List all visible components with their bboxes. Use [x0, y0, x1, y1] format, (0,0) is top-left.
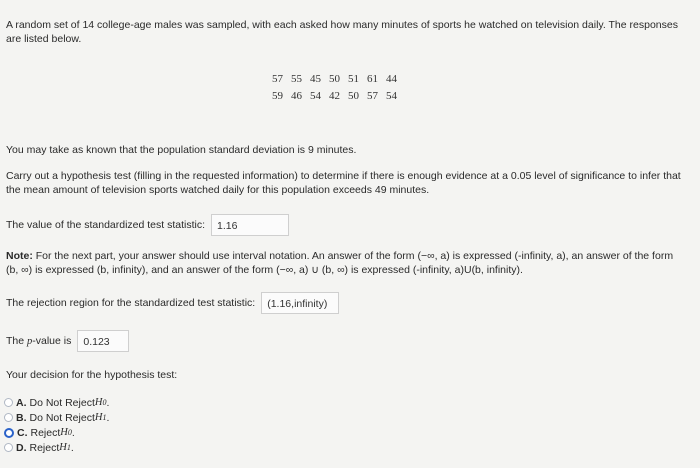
option-subscript: 1 — [66, 443, 71, 452]
option-letter: A. — [16, 396, 27, 409]
test-stat-label: The value of the standardized test statistic: — [6, 219, 206, 231]
option-text: Do Not Reject — [29, 396, 95, 409]
option-symbol: H — [94, 397, 103, 408]
option-text: Reject — [30, 426, 61, 439]
pvalue-label: The p-value is — [6, 335, 72, 347]
rejection-label: The rejection region for the standardized test statistic: — [6, 297, 256, 309]
note-text: For the next part, your answer should use interval notation. An answer of the form (−∞, a) is expressed (-infinity, a), an answer of the form (b, ∞) is expressed (b, infinity), and an answer of the form (−∞, a) ∪ (b, ∞) is expressed (-infinity, a)U(b, infinity). — [6, 250, 674, 276]
data-cell: 59 — [272, 89, 283, 102]
data-cell: 57 — [367, 89, 378, 102]
pvalue-input[interactable]: 0.123 — [77, 330, 129, 352]
interval-note — [6, 249, 686, 277]
rejection-input[interactable]: (1.16,infinity) — [261, 292, 339, 314]
decision-options — [4, 395, 109, 455]
option-text: Do Not Reject — [29, 411, 95, 424]
data-cell: 46 — [291, 89, 302, 102]
test-stat-row — [6, 214, 289, 236]
option-symbol: H — [59, 442, 67, 453]
data-cell: 51 — [348, 72, 359, 85]
data-cell: 57 — [272, 72, 283, 85]
data-row — [268, 70, 401, 87]
data-cell: 54 — [386, 89, 397, 102]
option-a[interactable] — [4, 395, 109, 410]
option-subscript: 1 — [102, 413, 107, 422]
option-d[interactable] — [4, 440, 109, 455]
instructions: Carry out a hypothesis test (filling in the requested information) to determine if there is enough evidence at a 0.05 level of significance to infer that the mean amount of television sports watched daily for this population exceeds 49 minutes. — [6, 170, 681, 196]
data-table — [268, 70, 401, 104]
option-text: Reject — [29, 441, 60, 454]
data-row — [268, 87, 401, 104]
radio-button[interactable] — [4, 398, 13, 407]
radio-button[interactable] — [4, 413, 13, 422]
data-cell: 42 — [329, 89, 340, 102]
data-cell: 45 — [310, 72, 321, 85]
data-cell: 50 — [329, 72, 340, 85]
option-period: . — [70, 441, 74, 454]
option-b[interactable] — [4, 410, 109, 425]
test-stat-input[interactable]: 1.16 — [211, 214, 289, 236]
option-letter: C. — [17, 426, 28, 439]
data-cell: 61 — [367, 72, 378, 85]
problem-intro: A random set of 14 college-age males was sampled, with each asked how many minutes of sports he watched on television daily. The responses are listed below. — [6, 19, 678, 45]
data-cell: 54 — [310, 89, 321, 102]
option-c[interactable] — [4, 425, 109, 440]
option-subscript: 0 — [102, 398, 107, 407]
option-letter: B. — [16, 411, 27, 424]
pvalue-row — [6, 330, 129, 352]
data-cell: 55 — [291, 72, 302, 85]
option-period: . — [71, 426, 75, 439]
option-symbol: H — [60, 427, 68, 438]
option-period: . — [106, 396, 110, 409]
data-cell: 44 — [386, 72, 397, 85]
option-letter: D. — [16, 441, 27, 454]
note-label: Note: — [6, 250, 33, 262]
data-cell: 50 — [348, 89, 359, 102]
sd-statement: You may take as known that the population standard deviation is 9 minutes. — [6, 144, 357, 156]
radio-button[interactable] — [4, 443, 13, 452]
decision-label: Your decision for the hypothesis test: — [6, 369, 178, 381]
rejection-row — [6, 292, 339, 314]
option-period: . — [106, 411, 110, 424]
option-subscript: 0 — [67, 428, 72, 437]
option-symbol: H — [94, 412, 103, 423]
radio-button[interactable] — [4, 428, 14, 438]
